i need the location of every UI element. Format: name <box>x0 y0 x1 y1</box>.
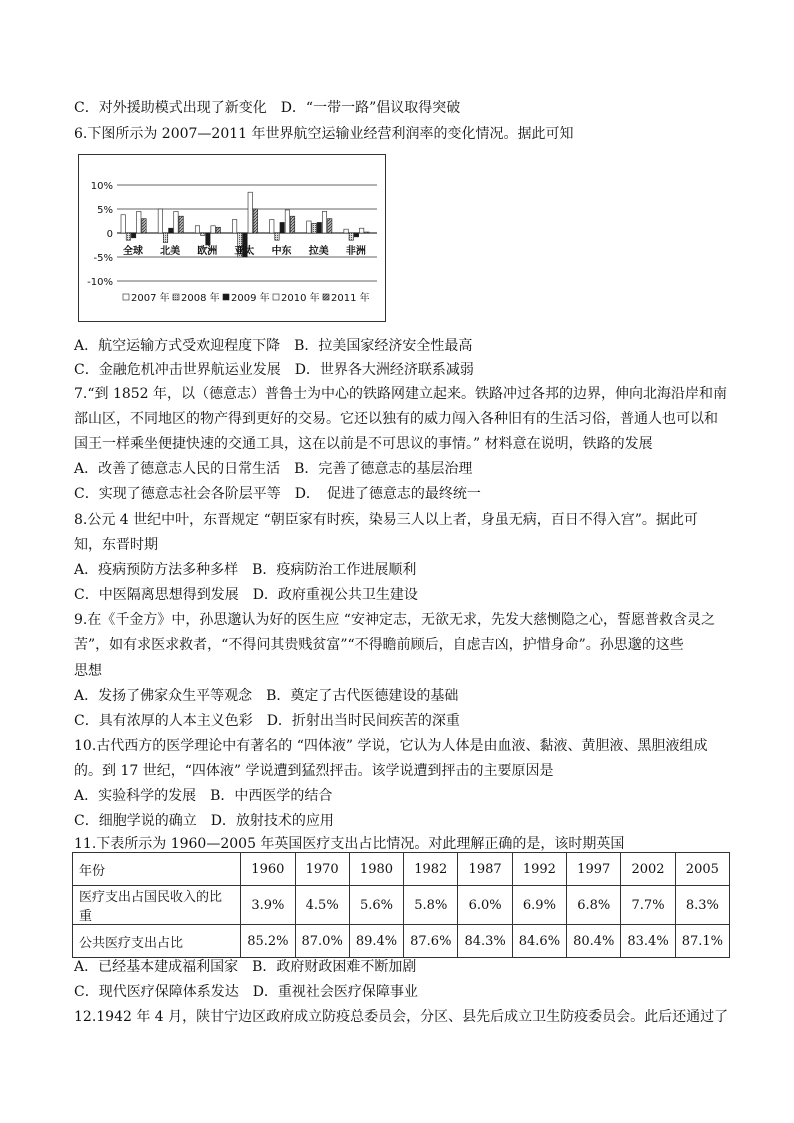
bar <box>200 233 204 235</box>
question-9-stem-3: 思想 <box>74 663 102 679</box>
table-cell: 1980 <box>349 853 403 886</box>
table-cell: 1987 <box>458 853 512 886</box>
bar <box>131 233 135 238</box>
question-9-stem-2: 苦”，如有求医求救者，“不得问其贵贱贫富”“不得瞻前顾后，自虑吉凶，护惜身命”。孙思邈的这些 <box>74 637 684 653</box>
chart-svg <box>79 155 385 321</box>
table-cell: 84.6% <box>512 925 566 958</box>
legend-label: 2009 年 <box>231 293 270 304</box>
bar <box>275 233 279 240</box>
y-tick-label: 10% <box>90 181 113 192</box>
bar <box>328 219 332 233</box>
legend-swatch <box>323 294 329 300</box>
question-8-stem-1: 8.公元 4 世纪中叶，东晋规定 “朝臣家有时疾，染易三人以上者，身虽无病，百日不得入宫”。据此可 <box>74 512 698 528</box>
table-cell: 1997 <box>567 853 621 886</box>
bar <box>312 223 316 233</box>
bar <box>137 211 141 233</box>
bar <box>280 222 284 233</box>
legend-label: 2011 年 <box>331 293 370 304</box>
table-cell: 87.1% <box>675 925 729 958</box>
question-7-options-cd: C．实现了德意志社会各阶层平等 D． 促进了德意志的最终统一 <box>74 486 481 502</box>
line-option-c-prev: C．对外援助模式出现了新变化 D．“一带一路”倡议取得突破 <box>74 100 461 116</box>
question-8-options-ab: A．疫病预防方法多种多样 B．疫病防治工作进展顺利 <box>74 562 417 578</box>
legend-swatch <box>223 294 229 300</box>
table-row <box>73 853 730 886</box>
question-10-options-cd: C．细胞学说的确立 D．放射技术的应用 <box>74 813 334 829</box>
table-cell: 5.8% <box>404 886 458 925</box>
bar <box>126 233 130 240</box>
y-tick-label: 5% <box>97 205 113 216</box>
table-cell: 87.6% <box>404 925 458 958</box>
category-label: 欧洲 <box>197 246 218 257</box>
question-7-options-ab: A．改善了德意志人民的日常生活 B．完善了德意志的基层治理 <box>74 461 473 477</box>
table-cell: 89.4% <box>349 925 403 958</box>
bar <box>253 209 257 233</box>
y-tick-label: -5% <box>93 253 113 264</box>
legend-label: 2010 年 <box>281 293 320 304</box>
category-label: 非洲 <box>345 246 366 257</box>
bar <box>216 227 220 233</box>
category-label: 全球 <box>123 246 143 257</box>
table-cell: 8.3% <box>675 886 729 925</box>
question-8-stem-2: 知，东晋时期 <box>74 537 158 553</box>
bar <box>307 221 311 233</box>
question-8-options-cd: C．中医隔离思想得到发展 D．政府重视公共卫生建设 <box>74 587 418 603</box>
table-cell: 年份 <box>73 853 241 886</box>
question-7-stem-2: 部山区，不同地区的物产得到更好的交易。它还以独有的威力闯入各种旧有的生活习俗，普通人也可以和 <box>74 411 718 427</box>
bar <box>158 209 162 233</box>
question-12-stem: 12.1942 年 4 月，陕甘宁边区政府成立防疫总委员会，分区、县先后成立卫生防疫委员会。此后还通过了 <box>74 1009 729 1025</box>
bar <box>174 211 178 233</box>
table-cell: 1982 <box>404 853 458 886</box>
y-tick-label: -10% <box>87 277 113 288</box>
legend-label: 2008 年 <box>181 293 220 304</box>
table-row <box>73 925 730 958</box>
table-cell: 6.0% <box>458 886 512 925</box>
legend-swatch <box>273 294 279 300</box>
bar <box>195 226 199 233</box>
category-label: 中东 <box>271 246 292 257</box>
bar <box>322 211 326 233</box>
table-cell: 2005 <box>675 853 729 886</box>
question-11-options-cd: C．现代医疗保障体系发达 D．重视社会医疗保障事业 <box>74 984 418 1000</box>
table-cell: 1992 <box>512 853 566 886</box>
table-cell: 4.5% <box>295 886 349 925</box>
bar <box>211 226 215 233</box>
y-tick-label: 0 <box>106 229 113 240</box>
bar <box>142 219 146 233</box>
table-cell: 1970 <box>295 853 349 886</box>
table-row <box>73 886 730 925</box>
legend-swatch <box>123 294 129 300</box>
bar <box>365 232 369 233</box>
bar <box>206 233 210 245</box>
table-cell: 85.2% <box>241 925 295 958</box>
question-6-stem: 6.下图所示为 2007—2011 年世界航空运输业经营利润率的变化情况。据此可知 <box>74 126 574 142</box>
bar <box>285 210 289 233</box>
question-9-options-ab: A．发扬了佛家众生平等观念 B．奠定了古代医德建设的基础 <box>74 688 459 704</box>
bar <box>179 216 183 233</box>
bar <box>121 215 125 233</box>
category-label: 拉美 <box>308 246 329 257</box>
question-6-options-cd: C．金融危机冲击世界航运业发展 D．世界各大洲经济联系减弱 <box>74 362 474 378</box>
legend-label: 2007 年 <box>131 293 170 304</box>
table-cell: 2002 <box>621 853 675 886</box>
legend-swatch <box>173 294 179 300</box>
question-7-stem-3: 国王一样乘坐便捷快速的交通工具，这在以前是不可思议的事情。” 材料意在说明，铁路的发展 <box>74 436 653 452</box>
table-cell: 6.8% <box>567 886 621 925</box>
bar <box>349 233 353 240</box>
table-cell: 83.4% <box>621 925 675 958</box>
table-cell: 6.9% <box>512 886 566 925</box>
question-10-options-ab: A．实验科学的发展 B．中西医学的结合 <box>74 788 333 804</box>
question-10-stem-1: 10.古代西方的医学理论中有著名的 “四体液” 学说，它认为人体是由血液、黏液、黄胆液、黑胆液组成 <box>74 738 708 754</box>
table-cell: 1960 <box>241 853 295 886</box>
table-cell: 5.6% <box>349 886 403 925</box>
table-cell: 87.0% <box>295 925 349 958</box>
bar <box>270 220 274 233</box>
question-9-stem-1: 9.在《千金方》中，孙思邈认为好的医生应 “安神定志，无欲无求，先发大慈恻隐之心，誓愿普救含灵之 <box>74 612 715 628</box>
table-cell: 80.4% <box>567 925 621 958</box>
question-11-options-ab: A．已经基本建成福利国家 B．政府财政困难不断加剧 <box>74 959 417 975</box>
bar <box>232 220 236 233</box>
question-11-stem: 11.下表所示为 1960—2005 年英国医疗支出占比情况。对此理解正确的是，该时期英国 <box>74 836 625 852</box>
uk-medical-spending-table <box>72 852 730 958</box>
aviation-profit-chart <box>78 154 386 322</box>
bar <box>290 216 294 233</box>
question-6-options-ab: A．航空运输方式受欢迎程度下降 B．拉美国家经济安全性最高 <box>74 338 473 354</box>
question-9-options-cd: C．具有浓厚的人本主义色彩 D．折射出当时民间疾苦的深重 <box>74 713 460 729</box>
question-10-stem-2: 的。到 17 世纪，“四体液” 学说遭到猛烈抨击。该学说遭到抨击的主要原因是 <box>74 763 554 779</box>
table-cell: 84.3% <box>458 925 512 958</box>
bar <box>359 228 363 233</box>
table-cell: 公共医疗支出占比 <box>73 925 241 958</box>
bar <box>169 228 173 233</box>
category-label: 亚太 <box>234 246 255 257</box>
bar <box>163 233 167 243</box>
bar <box>248 192 252 233</box>
bar <box>317 222 321 233</box>
table-cell: 医疗支出占国民收入的比重 <box>73 886 241 925</box>
table-cell: 3.9% <box>241 886 295 925</box>
category-label: 北美 <box>160 246 181 257</box>
question-7-stem-1: 7.“到 1852 年，以（德意志）普鲁士为中心的铁路网建立起来。铁路冲过各邦的边界，伸向北海沿岸和南 <box>74 386 728 402</box>
table-cell: 7.7% <box>621 886 675 925</box>
bar <box>354 233 358 237</box>
bar <box>344 229 348 233</box>
